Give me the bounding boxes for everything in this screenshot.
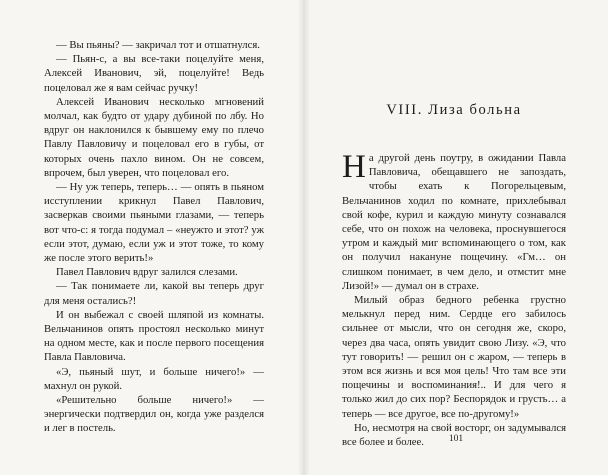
drop-cap: Н bbox=[342, 149, 366, 185]
paragraph: Милый образ бедного ребенка грустно мелькнул перед ним. Сердце его забилось сильнее от мысли, что он сегодня же, скоро, через два часа, опять увидит свою Лизу. «Э, что тут говорить! — решил он с жаром, — теперь в этом вся жизнь и вся моя цель! Что там все эти пощечины и воспоминания!.. И для чего я только жил до сих пор? Беспорядок и грусть… а теперь — все другое, все по-другому!» bbox=[342, 294, 566, 420]
paragraph: Алексей Иванович несколько мгновений молчал, как будто от удару дубиной по лбу. Но вдруг он наклонился к бывшему ему по плечо Павлу Павловичу и поцеловал его в губы, от которых очень пахло вином. Он не совсем, впрочем, был уверен, что поцеловал его. bbox=[44, 95, 264, 179]
paragraph: — Ну уж теперь, теперь… — опять в пьяном исступлении крикнул Павел Павлович, засверкав своими пьяными глазами, — теперь вот что-с: я тогда подумал – «неужто и этот? уж если этот, думаю, если уж и этот тоже, то кому же после этого верить!» bbox=[44, 181, 264, 265]
paragraph: Но, несмотря на свой восторг, он задумывался все более и более. bbox=[342, 421, 566, 449]
paragraph: — Так понимаете ли, какой вы теперь друг для меня остались?! bbox=[44, 280, 264, 307]
paragraph: — Пьян-с, а вы все-таки поцелуйте меня, Алексей Иванович, эй, поцелуйте! Ведь поцеловал же я вам сейчас ручку! bbox=[44, 53, 264, 94]
paragraph: «Решительно больше ничего!» — энергически подтвердил он, когда уже разделся и лег в постель. bbox=[44, 394, 264, 435]
paragraph: «Э, пьяный шут, и больше ничего!» — махнул он рукой. bbox=[44, 365, 264, 392]
left-page-text bbox=[44, 38, 264, 436]
chapter-title: VIII. Лиза больна bbox=[386, 102, 522, 118]
first-paragraph-text: а другой день поутру, в ожидании Павла Павловича, обещавшего не запоздать, чтобы ехать к Погорельцевым, Вельчанинов ходил по комнате, прихлебывал свой кофе, курил и каждую минуту сознавался себе, что он похож на человека, проснувшегося утром и каждый миг вспоминающего о том, как он получил накануне пощечину. «Гм… он слишком понимает, в чем дело, и отмстит мне Лизой!» — думал он в страхе. bbox=[342, 152, 566, 292]
paragraph: Павел Павлович вдруг залился слезами. bbox=[56, 266, 238, 279]
paragraph: — Вы пьяны? — закричал тот и отшатнулся. bbox=[56, 39, 260, 51]
first-paragraph bbox=[342, 151, 566, 293]
page-number: 101 bbox=[448, 434, 464, 444]
book-gutter bbox=[298, 0, 310, 475]
paragraph: И он выбежал с своей шляпой из комнаты. Вельчанинов опять простоял несколько минут на одном месте, как и после первого посещения Павла Павловича. bbox=[44, 308, 264, 364]
right-page-text bbox=[342, 151, 566, 449]
